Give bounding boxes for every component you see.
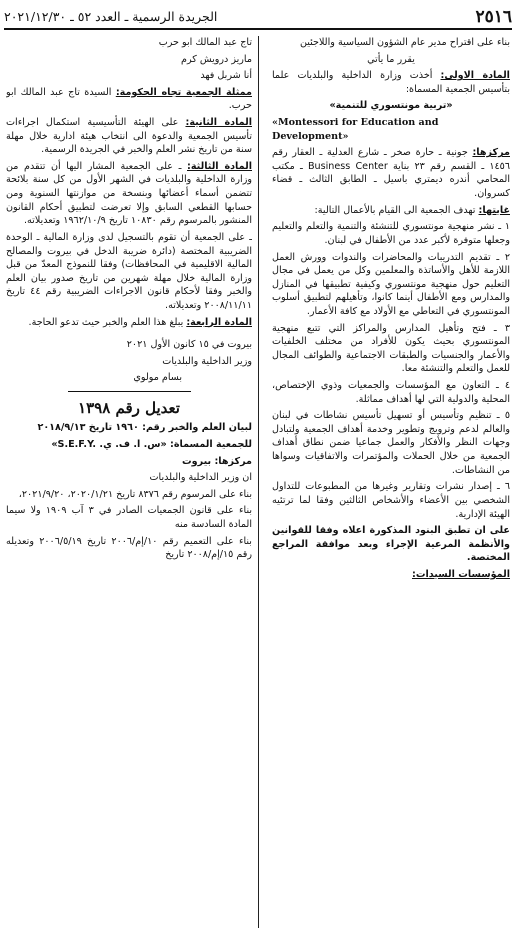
hq-paragraph	[272, 146, 510, 200]
article-3-text: ـ على الجمعية المشار اليها أن تتقدم من وزارة الداخلية والبلديات في الشهر الأول من كل سنة بلائحة تتضمن أسماء أعضائها وبنسخة من موازنتها السنوية ومن حسابها القطعي السابق وإلا تعرضت لتطبيق أحكام القانون المنشور بالمرسوم رقم ١٠٨٣٠ تاريخ ١٩٦٢/١٠/٩ وتعديلاته.	[6, 160, 252, 227]
goal-item: ١ ـ نشر منهجية مونتسوري للتنشئة والتنمية والتعلم والتعليم وجعلها متوفرة لأكبر عدد من الأطفال في لبنان.	[272, 221, 510, 246]
article-2	[6, 116, 252, 157]
representative-text: السيدة تاج عبد المالك ابو حرب.	[6, 86, 252, 112]
association-name-en: «Montessori for Education and Development»	[272, 117, 439, 142]
article-3-text-2: ـ على الجمعية أن تقوم بالتسجيل لدى وزارة المالية ـ الوحدة الضريبية المختصة (دائرة ضريبة الدخل في بيروت والمصالح المالية الاقليمية في المحافظات) وفقا للنموذج المعدّ من قبل وزارة المالية خلال مهلة شهرين من تاريخ صدور بيان العلم والخبر وفقا لأحكام قانون الاجراءات الضريبية رقم ٤٤ تاريخ ٢٠٠٨/١١/١١ وتعديلاته.	[6, 231, 252, 311]
minister-name: بسام مولوي	[133, 372, 182, 384]
page-header	[4, 6, 512, 30]
amendment-association-ar: للجمعية المسماة: «س. ا. ف. ي.	[99, 438, 252, 450]
based-on-3: بناء على التعميم رقم ١٠/إم/٢٠٠٦ تاريخ ٢٠٠٦/٥/١٩ وتعديله رقم ١٥/إم/٢٠٠٨ تاريخ	[6, 535, 252, 561]
left-column	[6, 36, 252, 930]
representative-label: ممثلة الجمعية تجاه الحكومة:	[115, 86, 252, 98]
minister-intro: ان وزير الداخلية والبلديات	[149, 472, 252, 484]
amendment-title: تعديل رقم ١٣٩٨	[78, 399, 180, 418]
article-1	[272, 69, 510, 96]
article-2-label: المادة الثانية:	[185, 117, 252, 129]
goal-item: ٣ ـ فتح وتأهيل المدارس والمراكز التي تتبع منهجية المونتسوري بحيث يكون للأفراد من مختلف الخلفيات والأعمار والجنسيات والطبقات الاجتماعية والطوائف المجال للعمل والتعلم والتنشئة معا.	[272, 322, 510, 375]
goal-item: ٦ ـ إصدار نشرات وتقارير وغيرها من المطبوعات للتداول الشخصي بين الأعضاء والأشخاص الثالثين وفقا لما ترتئيه الهيئة الإدارية.	[272, 481, 510, 520]
amendment-association: للجمعية المسماة: «س. ا. ف. ي. S.E.F.Y.»	[51, 438, 252, 450]
article-3-label: المادة الثالثة:	[187, 160, 252, 172]
column-divider	[258, 36, 259, 928]
section-separator	[68, 391, 191, 392]
article-2-text: على الهيئة التأسيسية استكمال اجراءات تأسيس الجمعية والدعوة الى انتخاب هيئة ادارية خلال مهلة سنة من تاريخ نشر العلم والخبر في الجريدة الرسمية.	[6, 117, 252, 156]
goal-label: غايتها:	[478, 204, 510, 216]
article-1-text: أخذت وزارة الداخلية والبلديات علما بتأسيس الجمعية المسماة:	[272, 70, 510, 95]
amendment-hq: مركزها: بيروت	[182, 455, 252, 467]
amendment-ref: لبيان العلم والخبر رقم: ١٩٦٠ تاريخ ٢٠١٨/٩/١٣	[37, 422, 252, 434]
closing-statement: على ان تطبق البنود المذكورة اعلاه وفقا للقوانين والأنظمة المرعية الإجراء وبعد موافقة المراجع المختصة.	[272, 525, 510, 564]
goal-paragraph	[272, 204, 510, 218]
article-4-text: يبلغ هذا العلم والخبر حيث تدعو الحاجة.	[28, 316, 184, 328]
article-3	[6, 160, 252, 228]
article-4	[6, 316, 252, 330]
amendment-association-en: S.E.F.Y.	[57, 438, 97, 450]
right-column	[272, 36, 510, 930]
page-number: ٢٥١٦	[475, 6, 512, 27]
founder-name: ماريز درويش كرم	[181, 53, 252, 65]
based-on-1: بناء على المرسوم رقم ٨٣٧٦ تاريخ ٢٠٢٠/١/٢١، ٢٠٢١/٩/٢٠،	[18, 488, 252, 500]
gazette-title: الجريدة الرسمية ـ العدد ٥٢ ـ ٢٠٢١/١٢/٣٠	[4, 9, 218, 25]
founders-label: المؤسسات السيدات:	[412, 568, 510, 580]
minister-title: وزير الداخلية والبلديات	[162, 355, 252, 367]
association-name-ar: «تربية مونتسوري للتنمية»	[329, 100, 453, 112]
representative	[6, 86, 252, 113]
decides-heading: يقرر ما يأتي	[367, 53, 415, 65]
article-1-label: المادة الاولى:	[440, 70, 510, 82]
goal-item: ٢ ـ تقديم التدريبات والمحاضرات والندوات وورش العمل اللازمة للأهل والأساتذة والمعلمين وكل من يعمل في مجال التعليم حول منهجية مونتسوري وكيفية تطبيقها في المنازل والمدارس ومع الأطفال أينما كانوا، وتأهيلهم لتطبيق أسلوب المونتسوري في التعاطي مع الأولاد مع كافة الأعمار.	[272, 251, 510, 317]
hq-text: جونية ـ حارة صخر ـ شارع العدلية ـ العقار رقم ١٤٥٦ ـ القسم رقم ٢٣ بناية Business Center ـ مكتب المحامي أندره ديمتري باسيل ـ الطابق الثالث ـ قضاء كسروان.	[272, 147, 510, 200]
based-on-2: بناء على قانون الجمعيات الصادر في ٣ آب ١٩٠٩ ولا سيما المادة السادسة منه	[6, 505, 252, 530]
article-4-label: المادة الرابعة:	[186, 316, 252, 328]
goal-item: ٤ ـ التعاون مع المؤسسات والجمعيات وذوي الإختصاص، المحلية والدولية التي لها أهداف مماثلة.	[272, 380, 510, 405]
goal-item: ٥ ـ تنظيم وتأسيس أو تسهيل تأسيس نشاطات في لبنان والعالم لدعم وترويج وتطوير وخدمة أهداف الجمعية ولتبادل وجهات النظر والأفكار والعمل جماعيا ضمن نطاق أهداف الجمعية من خلال الحملات والمؤتمرات والاتفاقيات وسواها من النشاطات.	[272, 410, 510, 476]
founder-name: تاج عبد المالك ابو حرب	[158, 37, 252, 48]
date-line: بيروت في ١٥ كانون الأول ٢٠٢١	[126, 339, 252, 351]
founder-name: أنا شربل فهد	[200, 70, 252, 82]
intro-text: بناء على اقتراح مدير عام الشؤون السياسية واللاجئين	[299, 37, 510, 48]
goal-text: تهدف الجمعية الى القيام بالأعمال التالية:	[314, 204, 476, 216]
hq-label: مركزها:	[472, 147, 510, 159]
